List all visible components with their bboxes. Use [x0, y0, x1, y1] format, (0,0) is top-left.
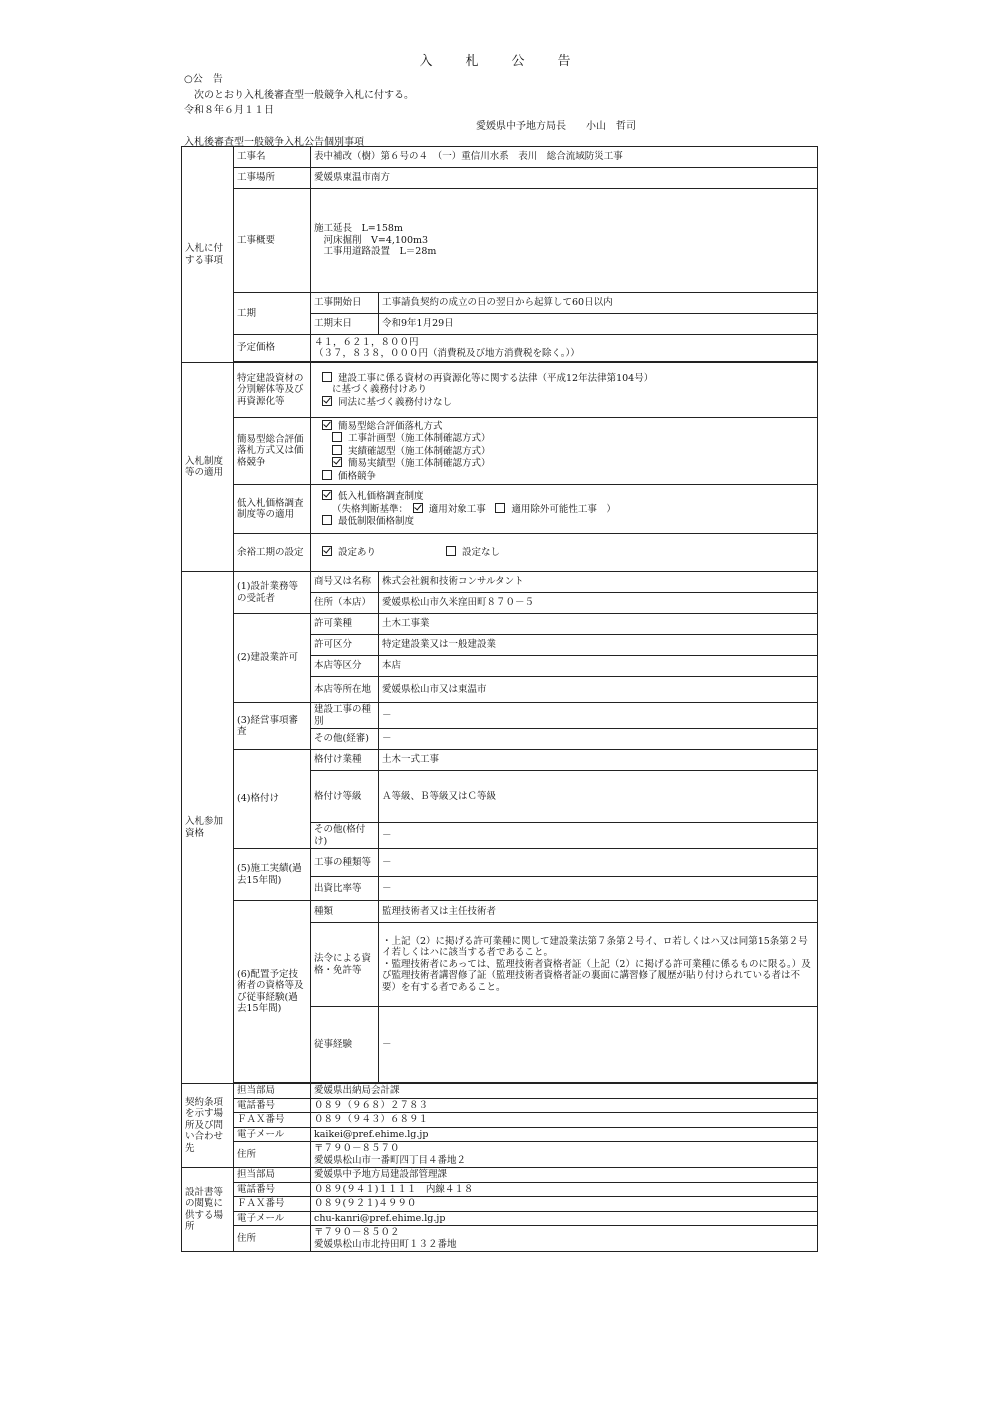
- notice-label: ○公 告: [184, 74, 223, 85]
- d-mail: chu-kanri@pref.ehime.lg.jp: [311, 1211, 818, 1226]
- notice-intro: 次のとおり入札後審査型一般競争入札に付する。: [184, 90, 414, 101]
- checkbox-icon[interactable]: [446, 546, 456, 556]
- label-q5-a: 工事の種類等: [311, 849, 379, 877]
- label-q4-a: 格付け業種: [311, 750, 379, 771]
- q3-a: －: [379, 703, 818, 729]
- label-c-fax: ＦＡＸ番号: [234, 1113, 311, 1128]
- planned-price: ４１，６２１，８００円 （３７，８３８，０００円（消費税及び地方消費税を除く。））: [311, 335, 818, 362]
- q2-a: 土木工事業: [379, 614, 818, 635]
- label-q4-c: その他(格付け): [311, 823, 379, 849]
- q2-c: 本店: [379, 656, 818, 677]
- checkbox-icon[interactable]: [322, 372, 332, 382]
- label-q6-c: 従事経験: [311, 1007, 379, 1083]
- label-end: 工期末日: [311, 314, 379, 335]
- label-start: 工事開始日: [311, 293, 379, 314]
- checkbox-checked-icon[interactable]: [332, 457, 342, 467]
- q5-a: －: [379, 849, 818, 877]
- checkbox-icon[interactable]: [322, 470, 332, 480]
- section-qualification: 入札参加資格: [182, 572, 234, 1084]
- end-date: 令和9年1月29日: [379, 314, 818, 335]
- d-fax: ０８９(９２１)４９９０: [311, 1197, 818, 1212]
- checkbox-checked-icon[interactable]: [322, 546, 332, 556]
- label-q3-a: 建設工事の種別: [311, 703, 379, 729]
- label-q2-b: 許可区分: [311, 635, 379, 656]
- work-place: 愛媛県東温市南方: [311, 168, 818, 189]
- label-period: 工期: [234, 293, 311, 335]
- q6-c: －: [379, 1007, 818, 1083]
- label-c-tel: 電話番号: [234, 1098, 311, 1113]
- c-tel: ０８９（９６８）２７８３: [311, 1098, 818, 1113]
- label-q4: (4)格付け: [234, 750, 311, 849]
- label-q3: (3)経営事項審査: [234, 703, 311, 750]
- label-d-fax: ＦＡＸ番号: [234, 1197, 311, 1212]
- label-d-tel: 電話番号: [234, 1182, 311, 1197]
- q2-d: 愛媛県松山市又は東温市: [379, 677, 818, 703]
- label-d-dept: 担当部局: [234, 1168, 311, 1183]
- label-overview: 工事概要: [234, 189, 311, 293]
- q3-b: －: [379, 729, 818, 750]
- label-q3-b: その他(経審): [311, 729, 379, 750]
- notice-date: 令和８年６月１１日: [184, 105, 274, 116]
- c-addr: 〒７９０－８５７０ 愛媛県松山市一番町四丁目４番地２: [311, 1142, 818, 1168]
- d-tel: ０８９(９４１)１１１１ 内線４１８: [311, 1182, 818, 1197]
- recycle-options: 建設工事に係る資材の再資源化等に関する法律（平成12年法律第104号） に基づく義務付けあり 同法に基づく義務付けなし: [311, 363, 818, 418]
- q4-c: －: [379, 823, 818, 849]
- q1-name: 株式会社親和技術コンサルタント: [379, 572, 818, 593]
- work-name: 表中補改（樹）第６号の４ （一）重信川水系 表川 総合流域防災工事: [311, 147, 818, 168]
- low-bid-options: 低入札価格調査制度 （失格判断基準： 適用対象工事 適用除外可能性工事 ） 最低制限価格制度: [311, 485, 818, 534]
- label-q2: (2)建設業許可: [234, 614, 311, 703]
- label-recycle: 特定建設資材の分別解体等及び再資源化等: [234, 363, 311, 418]
- label-q6-a: 種類: [311, 901, 379, 923]
- label-q6-b: 法令による資格・免許等: [311, 923, 379, 1007]
- c-fax: ０８９（９４３）６８９１: [311, 1113, 818, 1128]
- label-q2-a: 許可業種: [311, 614, 379, 635]
- label-q1-name: 商号又は名称: [311, 572, 379, 593]
- section-system: 入札制度等の適用: [182, 363, 234, 572]
- notice-table: [181, 146, 818, 1252]
- label-low-bid: 低入札価格調査制度等の適用: [234, 485, 311, 534]
- section-bid-items: 入札に付する事項: [182, 147, 234, 363]
- label-d-addr: 住所: [234, 1226, 311, 1252]
- label-slack: 余裕工期の設定: [234, 534, 311, 572]
- checkbox-icon[interactable]: [495, 503, 505, 513]
- q5-b: －: [379, 877, 818, 901]
- label-q2-d: 本店等所在地: [311, 677, 379, 703]
- label-q5: (5)施工実績(過去15年間): [234, 849, 311, 901]
- label-q2-c: 本店等区分: [311, 656, 379, 677]
- label-q4-b: 格付け等級: [311, 771, 379, 823]
- label-d-mail: 電子メール: [234, 1211, 311, 1226]
- q4-a: 土木一式工事: [379, 750, 818, 771]
- section-design: 設計書等の閲覧に供する場所: [182, 1168, 234, 1252]
- c-dept: 愛媛県出納局会計課: [311, 1084, 818, 1099]
- label-q6: (6)配置予定技術者の資格等及び従事経験(過去15年間): [234, 901, 311, 1083]
- checkbox-checked-icon[interactable]: [322, 396, 332, 406]
- eval-options: 簡易型総合評価落札方式 工事計画型（施工体制確認方式） 実績確認型（施工体制確認方式） 簡易実績型（施工体制確認方式） 価格競争: [311, 418, 818, 485]
- q6-b: ・上記（2）に掲げる許可業種に関して建設業法第７条第２号イ、ロ若しくはハ又は同第15条第２号イ若しくはハに該当する者であること。 ・監理技術者にあっては、監理技術者資格者証（上記（2）に掲げる許可業種に係るものに限る。）及び監理技術者講習修了証（監理技術者資格者証の裏面に講習修了履歴が貼り付けられている者は不要）を有する者であること。: [379, 923, 818, 1007]
- checkbox-icon[interactable]: [332, 432, 342, 442]
- q1-addr: 愛媛県松山市久米窪田町８７０－５: [379, 593, 818, 614]
- d-addr: 〒７９０－８５０２ 愛媛県松山市北持田町１３２番地: [311, 1226, 818, 1252]
- checkbox-icon[interactable]: [322, 515, 332, 525]
- checkbox-icon[interactable]: [332, 445, 342, 455]
- q2-b: 特定建設業又は一般建設業: [379, 635, 818, 656]
- slack-options: 設定あり 設定なし: [311, 534, 818, 572]
- label-q1-addr: 住所（本店）: [311, 593, 379, 614]
- checkbox-checked-icon[interactable]: [322, 490, 332, 500]
- label-q5-b: 出資比率等: [311, 877, 379, 901]
- label-c-mail: 電子メール: [234, 1127, 311, 1142]
- checkbox-checked-icon[interactable]: [413, 503, 423, 513]
- page-title: 入 札 公 告: [419, 54, 581, 69]
- checkbox-checked-icon[interactable]: [322, 420, 332, 430]
- label-work-place: 工事場所: [234, 168, 311, 189]
- work-overview: 施工延長 L=158m 河床掘削 V=4,100m3 工事用道路設置 L＝28m: [311, 189, 818, 293]
- d-dept: 愛媛県中予地方局建設部管理課: [311, 1168, 818, 1183]
- issuer: 愛媛県中予地方局長 小山 哲司: [476, 121, 636, 132]
- label-c-addr: 住所: [234, 1142, 311, 1168]
- label-price: 予定価格: [234, 335, 311, 362]
- table-subtitle: 入札後審査型一般競争入札公告個別事項: [184, 137, 364, 148]
- q4-b: Ａ等級、Ｂ等級又はＣ等級: [379, 771, 818, 823]
- label-q1: (1)設計業務等の受託者: [234, 572, 311, 614]
- label-work-name: 工事名: [234, 147, 311, 168]
- c-mail: kaikei@pref.ehime.lg.jp: [311, 1127, 818, 1142]
- section-contact: 契約条項を示す場所及び問い合わせ先: [182, 1084, 234, 1168]
- label-eval: 簡易型総合評価落札方式又は価格競争: [234, 418, 311, 485]
- q6-a: 監理技術者又は主任技術者: [379, 901, 818, 923]
- start-date: 工事請負契約の成立の日の翌日から起算して60日以内: [379, 293, 818, 314]
- label-c-dept: 担当部局: [234, 1084, 311, 1099]
